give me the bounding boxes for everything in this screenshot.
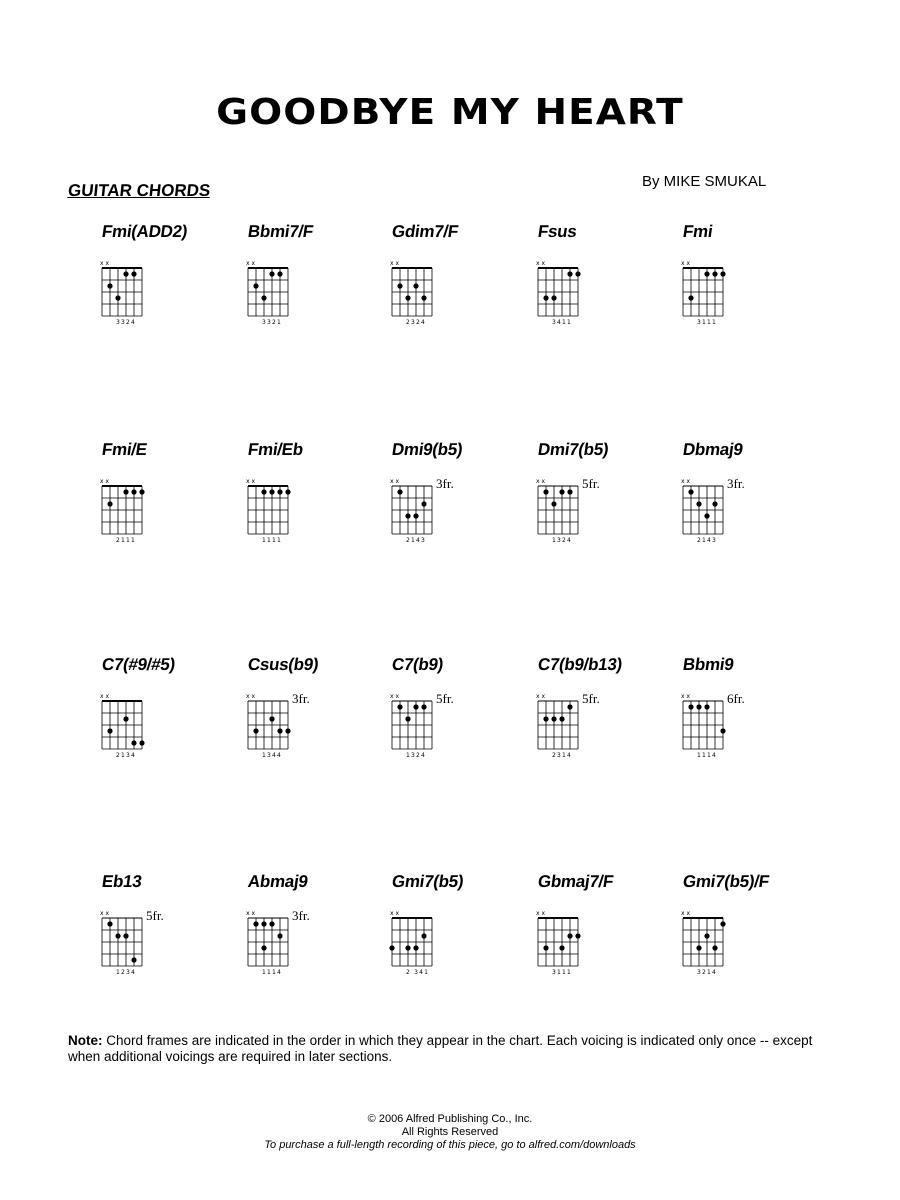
- fret-position-label: 3fr.: [436, 476, 454, 491]
- finger-dot: [551, 501, 556, 506]
- finger-dot: [421, 501, 426, 506]
- note-label: Note:: [68, 1033, 103, 1048]
- finger-dot: [397, 704, 402, 709]
- finger-dot: [261, 489, 266, 494]
- chord-frame: [92, 872, 202, 1002]
- finger-dot: [269, 716, 274, 721]
- fretboard-diagram: [528, 256, 598, 336]
- note-text: Chord frames are indicated in the order in which they appear in the chart. Each voicing is indicated only once -- except when additional voicings are required in later sections.: [68, 1033, 813, 1064]
- chord-frame: [528, 440, 638, 570]
- fret-position-label: 5fr.: [582, 691, 600, 706]
- finger-dot: [123, 489, 128, 494]
- fingering-label: 3111: [697, 319, 718, 326]
- chord-name: Fmi: [681, 222, 714, 241]
- fret-position-label: 5fr.: [146, 908, 164, 923]
- muted-strings-mark: x x: [390, 910, 400, 917]
- chord-name: Dbmaj9: [681, 440, 745, 459]
- finger-dot: [285, 728, 290, 733]
- chord-name: Gdim7/F: [390, 222, 460, 241]
- finger-dot: [131, 489, 136, 494]
- finger-dot: [413, 704, 418, 709]
- finger-dot: [696, 704, 701, 709]
- fingering-label: 1111: [262, 537, 283, 544]
- finger-dot: [269, 921, 274, 926]
- finger-dot: [688, 704, 693, 709]
- finger-dot: [704, 704, 709, 709]
- page-title: GOODBYE MY HEART: [216, 92, 684, 133]
- finger-dot: [413, 513, 418, 518]
- finger-dot: [421, 933, 426, 938]
- fingering-label: 3111: [552, 969, 573, 976]
- finger-dot: [131, 740, 136, 745]
- finger-dot: [543, 945, 548, 950]
- finger-dot: [704, 933, 709, 938]
- finger-dot: [131, 957, 136, 962]
- fingering-label: 2134: [116, 752, 137, 759]
- muted-strings-mark: x x: [681, 478, 691, 485]
- finger-dot: [277, 728, 282, 733]
- chord-name: C7(b9): [390, 655, 445, 674]
- finger-dot: [543, 295, 548, 300]
- finger-dot: [712, 945, 717, 950]
- finger-dot: [712, 501, 717, 506]
- fretboard-diagram: [528, 906, 598, 986]
- fret-position-label: 6fr.: [727, 691, 745, 706]
- fretboard-diagram: [238, 256, 308, 336]
- finger-dot: [115, 295, 120, 300]
- muted-strings-mark: x x: [246, 260, 256, 267]
- finger-dot: [704, 513, 709, 518]
- muted-strings-mark: x x: [536, 478, 546, 485]
- finger-dot: [551, 716, 556, 721]
- muted-strings-mark: x x: [681, 260, 691, 267]
- muted-strings-mark: x x: [681, 910, 691, 917]
- finger-dot: [397, 489, 402, 494]
- finger-dot: [107, 501, 112, 506]
- fingering-label: 2143: [697, 537, 718, 544]
- fingering-label: 1114: [262, 969, 283, 976]
- finger-dot: [139, 489, 144, 494]
- fretboard-diagram: [92, 256, 162, 336]
- fingering-label: 2 341: [406, 969, 430, 976]
- finger-dot: [688, 295, 693, 300]
- chord-frame: [528, 222, 638, 352]
- finger-dot: [285, 489, 290, 494]
- chord-frame: [238, 655, 348, 785]
- finger-dot: [405, 513, 410, 518]
- chord-frame: [382, 655, 492, 785]
- fingering-label: 1234: [116, 969, 137, 976]
- copyright-line: © 2006 Alfred Publishing Co., Inc.: [367, 1113, 533, 1125]
- finger-dot: [559, 489, 564, 494]
- finger-dot: [107, 921, 112, 926]
- chord-frame: [673, 655, 783, 785]
- finger-dot: [575, 933, 580, 938]
- fretboard-diagram: [382, 906, 452, 986]
- finger-dot: [123, 716, 128, 721]
- chord-frame: [238, 440, 348, 570]
- finger-dot: [413, 283, 418, 288]
- muted-strings-mark: x x: [100, 478, 110, 485]
- finger-dot: [543, 716, 548, 721]
- chord-name: Fmi/E: [100, 440, 149, 459]
- fret-position-label: 3fr.: [292, 691, 310, 706]
- chord-name: Gmi7(b5)/F: [681, 872, 771, 891]
- finger-dot: [720, 921, 725, 926]
- finger-dot: [704, 271, 709, 276]
- muted-strings-mark: x x: [681, 693, 691, 700]
- chord-name: Gbmaj7/F: [536, 872, 615, 891]
- fretboard-diagram: [382, 256, 452, 336]
- chord-name: Fmi/Eb: [246, 440, 305, 459]
- finger-dot: [421, 704, 426, 709]
- muted-strings-mark: x x: [390, 260, 400, 267]
- chord-name: Abmaj9: [246, 872, 310, 891]
- muted-strings-mark: x x: [100, 260, 110, 267]
- finger-dot: [277, 489, 282, 494]
- muted-strings-mark: x x: [536, 260, 546, 267]
- finger-dot: [123, 271, 128, 276]
- muted-strings-mark: x x: [536, 910, 546, 917]
- fingering-label: 1324: [552, 537, 573, 544]
- finger-dot: [543, 489, 548, 494]
- rights-line: All Rights Reserved: [401, 1126, 499, 1138]
- finger-dot: [269, 489, 274, 494]
- chord-name: Fsus: [536, 222, 578, 241]
- fret-position-label: 5fr.: [582, 476, 600, 491]
- fretboard-diagram: [673, 256, 743, 336]
- finger-dot: [261, 945, 266, 950]
- fingering-label: 3411: [552, 319, 573, 326]
- chord-name: Bbmi7/F: [246, 222, 315, 241]
- muted-strings-mark: x x: [246, 910, 256, 917]
- muted-strings-mark: x x: [536, 693, 546, 700]
- chord-name: C7(#9/#5): [100, 655, 177, 674]
- finger-dot: [397, 283, 402, 288]
- muted-strings-mark: x x: [390, 693, 400, 700]
- fingering-label: 3214: [697, 969, 718, 976]
- chord-frame: [673, 222, 783, 352]
- finger-dot: [107, 283, 112, 288]
- composer-byline: By MIKE SMUKAL: [642, 173, 767, 190]
- muted-strings-mark: x x: [246, 478, 256, 485]
- section-heading: GUITAR CHORDS: [67, 181, 212, 200]
- finger-dot: [567, 271, 572, 276]
- chord-name: Dmi9(b5): [390, 440, 464, 459]
- finger-dot: [696, 945, 701, 950]
- finger-dot: [115, 933, 120, 938]
- finger-dot: [720, 271, 725, 276]
- finger-dot: [277, 933, 282, 938]
- chord-frame: [382, 440, 492, 570]
- finger-dot: [261, 295, 266, 300]
- chord-name: Dmi7(b5): [536, 440, 610, 459]
- finger-dot: [277, 271, 282, 276]
- muted-strings-mark: x x: [100, 910, 110, 917]
- finger-dot: [405, 295, 410, 300]
- finger-dot: [253, 728, 258, 733]
- fret-position-label: 5fr.: [436, 691, 454, 706]
- chord-frame: [673, 440, 783, 570]
- finger-dot: [567, 933, 572, 938]
- finger-dot: [696, 501, 701, 506]
- chord-name: Fmi(ADD2): [100, 222, 189, 241]
- muted-strings-mark: x x: [246, 693, 256, 700]
- finger-dot: [712, 271, 717, 276]
- fretboard-diagram: [238, 474, 308, 554]
- fingering-label: 3321: [262, 319, 283, 326]
- fretboard-diagram: [92, 474, 162, 554]
- finger-dot: [107, 728, 112, 733]
- finger-dot: [139, 740, 144, 745]
- finger-dot: [253, 283, 258, 288]
- finger-dot: [405, 716, 410, 721]
- finger-dot: [413, 945, 418, 950]
- finger-dot: [551, 295, 556, 300]
- chord-frame: [673, 872, 783, 1002]
- finger-dot: [261, 921, 266, 926]
- finger-dot: [269, 271, 274, 276]
- muted-strings-mark: x x: [390, 478, 400, 485]
- fingering-label: 2111: [116, 537, 137, 544]
- chord-frame: [92, 440, 202, 570]
- finger-dot: [421, 295, 426, 300]
- fingering-label: 1114: [697, 752, 718, 759]
- chord-frame: [92, 655, 202, 785]
- fingering-label: 1324: [406, 752, 427, 759]
- chord-frame: [528, 655, 638, 785]
- fingering-label: 2324: [406, 319, 427, 326]
- fretboard-diagram: [92, 689, 162, 769]
- chord-frame: [382, 222, 492, 352]
- fret-position-label: 3fr.: [727, 476, 745, 491]
- chord-name: Gmi7(b5): [390, 872, 465, 891]
- fingering-label: 3324: [116, 319, 137, 326]
- muted-strings-mark: x x: [100, 693, 110, 700]
- finger-dot: [559, 716, 564, 721]
- chord-frame: [238, 872, 348, 1002]
- fingering-label: 1344: [262, 752, 283, 759]
- fingering-label: 2314: [552, 752, 573, 759]
- finger-dot: [389, 945, 394, 950]
- fretboard-diagram: [673, 906, 743, 986]
- finger-dot: [567, 489, 572, 494]
- finger-dot: [405, 945, 410, 950]
- chord-frame: [92, 222, 202, 352]
- finger-dot: [720, 728, 725, 733]
- finger-dot: [253, 921, 258, 926]
- finger-dot: [123, 933, 128, 938]
- chord-name: Eb13: [100, 872, 143, 891]
- chord-frame: [528, 872, 638, 1002]
- note-paragraph: [68, 1033, 828, 1065]
- fingering-label: 2143: [406, 537, 427, 544]
- fret-position-label: 3fr.: [292, 908, 310, 923]
- purchase-line: To purchase a full-length recording of this piece, go to alfred.com/downloads: [264, 1139, 636, 1151]
- finger-dot: [575, 271, 580, 276]
- chord-name: Csus(b9): [246, 655, 320, 674]
- finger-dot: [559, 945, 564, 950]
- finger-dot: [567, 704, 572, 709]
- chord-frame: [238, 222, 348, 352]
- chord-name: Bbmi9: [681, 655, 735, 674]
- finger-dot: [131, 271, 136, 276]
- chord-name: C7(b9/b13): [536, 655, 624, 674]
- chord-frame: [382, 872, 492, 1002]
- finger-dot: [688, 489, 693, 494]
